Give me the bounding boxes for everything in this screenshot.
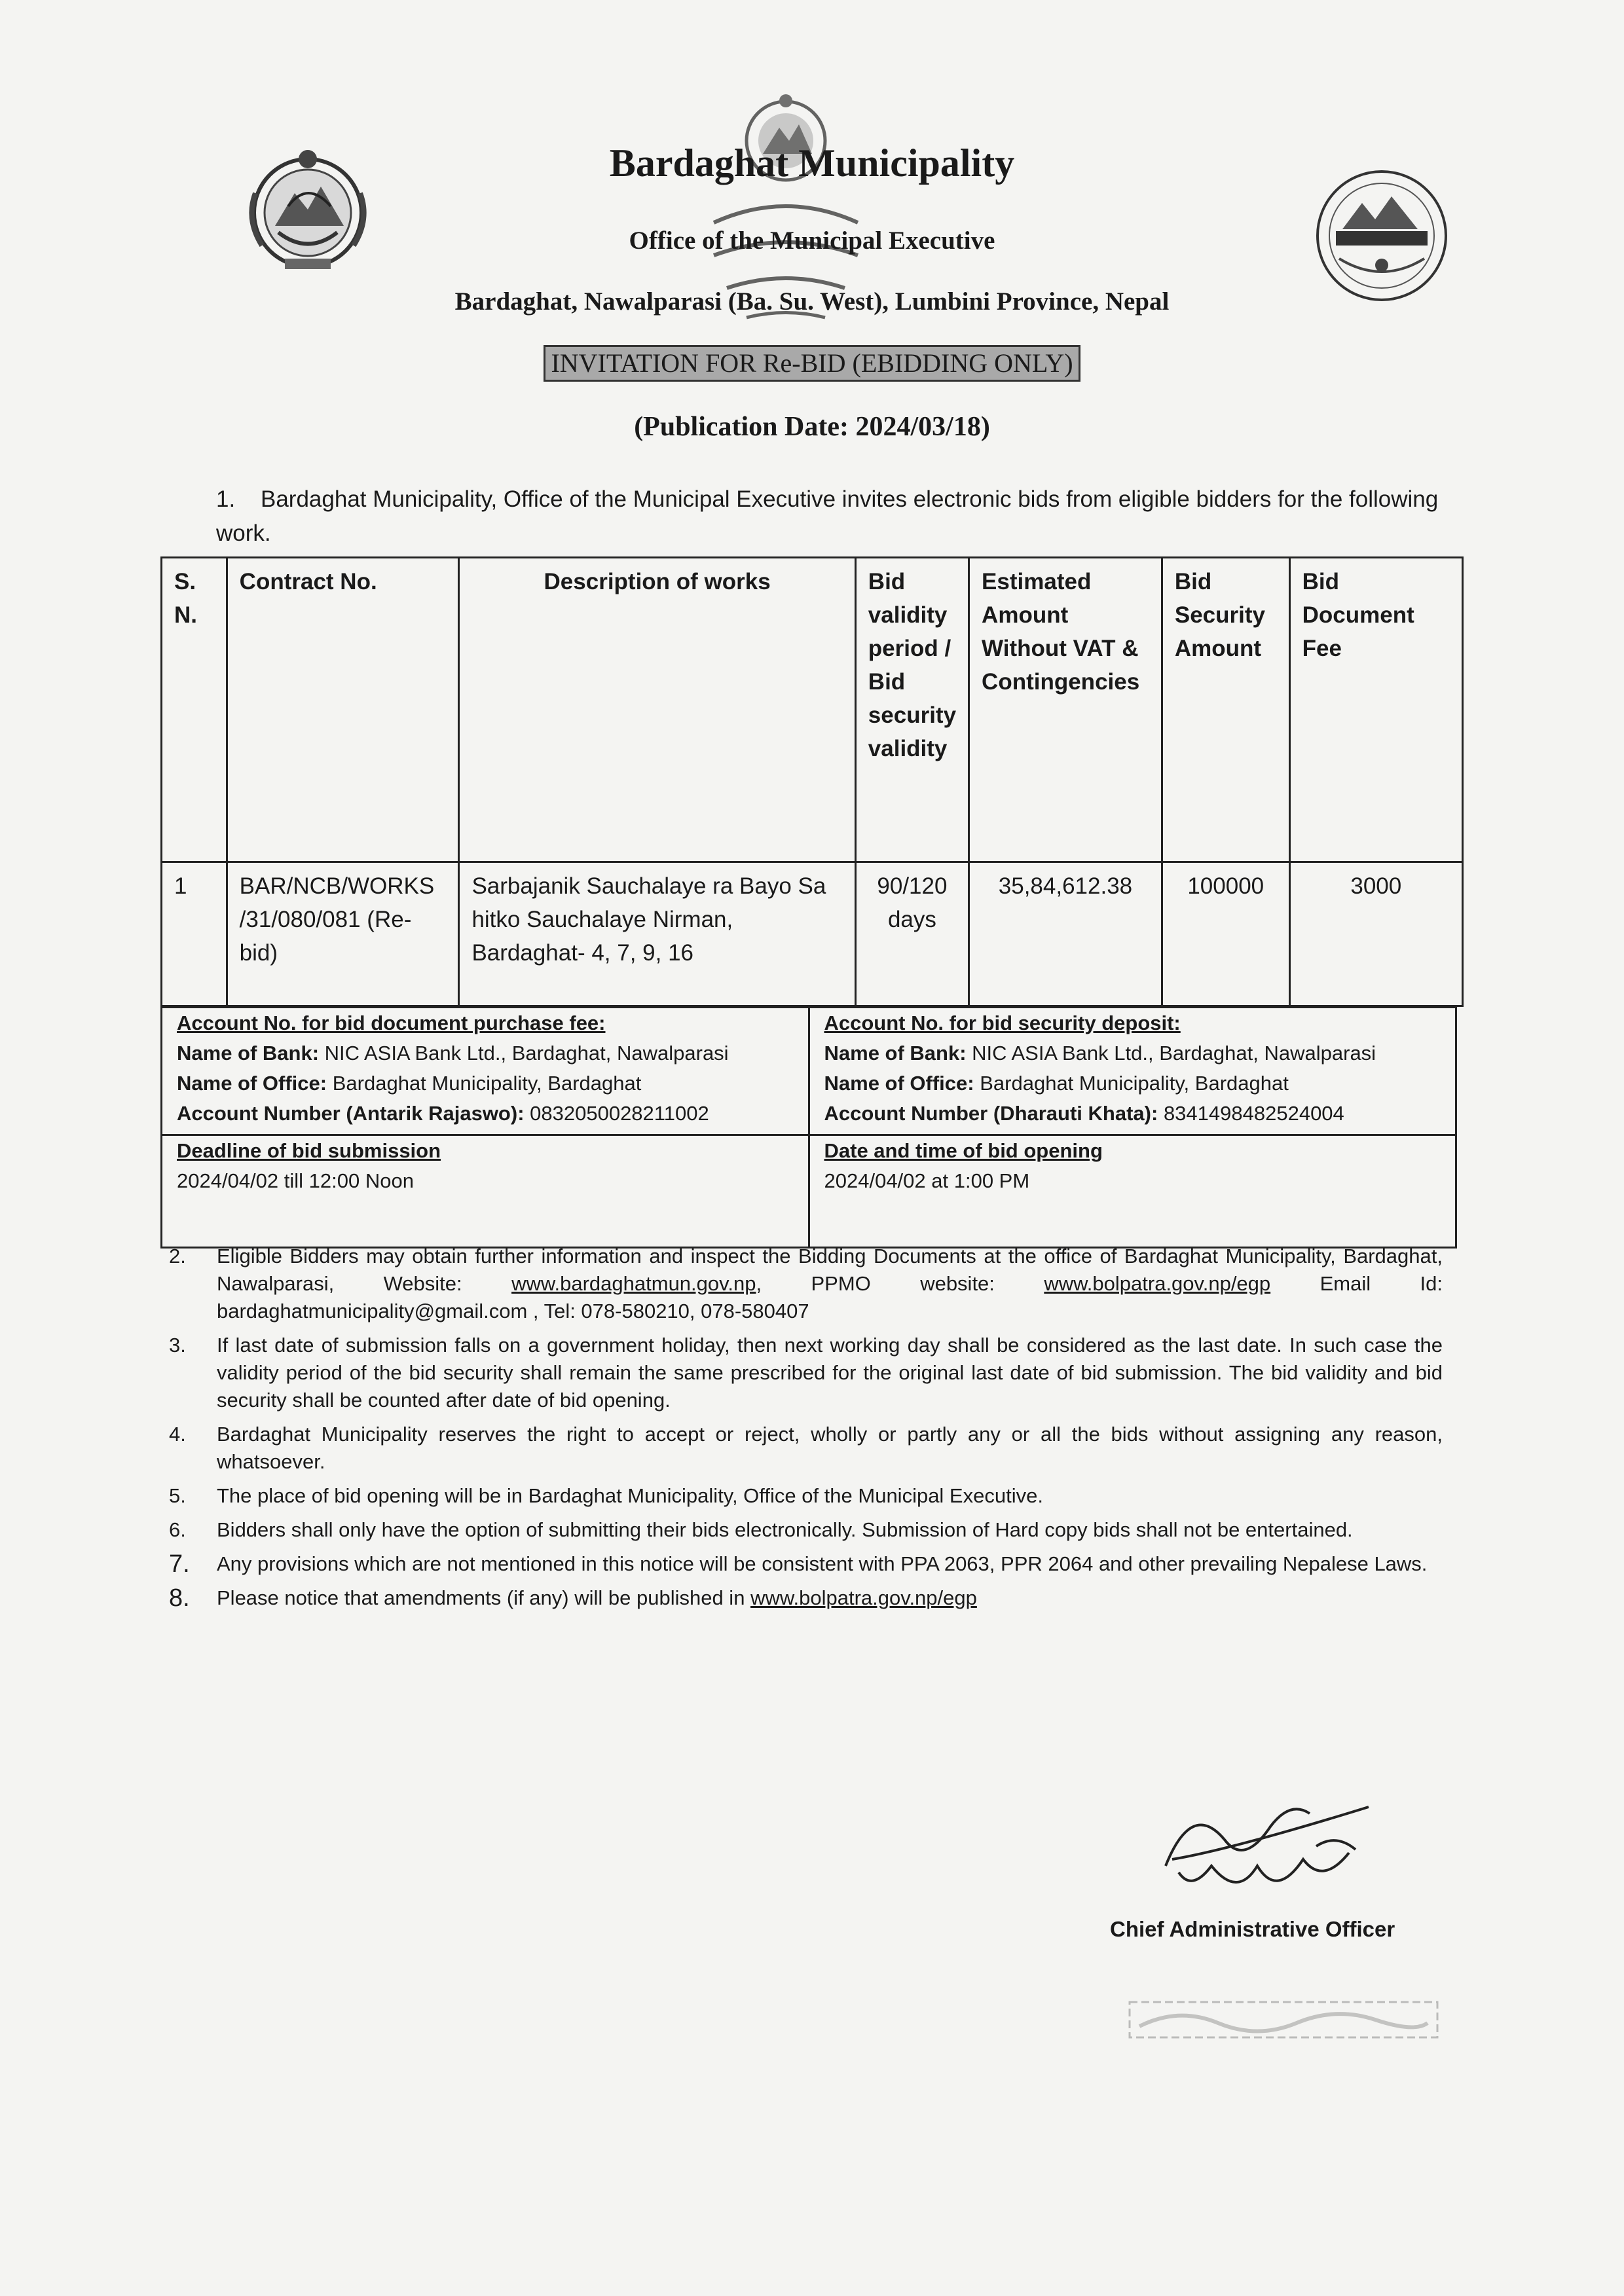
- cell-validity: 90/120 days: [855, 862, 969, 1006]
- office-address: Bardaghat, Nawalparasi (Ba. Su. West), Lumbini Province, Nepal: [454, 287, 1170, 316]
- cell-sn: 1: [162, 862, 227, 1006]
- item-text: [217, 1584, 1443, 1612]
- fee-account-value: 0832050028211002: [530, 1102, 709, 1125]
- deadline-heading: Deadline of bid submission: [177, 1139, 441, 1162]
- col-contract: Contract No.: [227, 558, 459, 862]
- item-number: 5.: [169, 1484, 186, 1507]
- cell-amount: 35,84,612.38: [969, 862, 1162, 1006]
- fee-office-line: [177, 1068, 794, 1099]
- item-text: Bardaghat Municipality reserves the right to accept or reject, wholly or partly any or all the bids without assigning any reason, whatsoever.: [217, 1423, 1443, 1473]
- list-item: [169, 1550, 1443, 1578]
- list-item: [169, 1584, 1443, 1612]
- works-table-header: [162, 558, 1463, 862]
- deadline-row: [162, 1135, 1456, 1248]
- signature-image: [1153, 1787, 1388, 1912]
- security-office-label: Name of Office:: [824, 1072, 974, 1095]
- security-bank-label: Name of Bank:: [824, 1042, 967, 1065]
- item-text: If last date of submission falls on a government holiday, then next working day shall be considered as the last date. In such case the validity period of the bid security shall remain the same prescribed for the original last date of bid submission. The bid validity and bid security shall be counted after date of bid opening.: [217, 1334, 1443, 1412]
- conditions-list: [169, 1243, 1443, 1618]
- office-name: Office of the Municipal Executive: [629, 227, 995, 255]
- item-number: 3.: [169, 1334, 186, 1357]
- item-number: 8.: [169, 1584, 190, 1612]
- item-text-part: Please notice that amendments (if any) will be published in: [217, 1586, 751, 1609]
- fee-office-value: Bardaghat Municipality, Bardaghat: [332, 1072, 642, 1095]
- account-row: [162, 1008, 1456, 1135]
- security-office-value: Bardaghat Municipality, Bardaghat: [980, 1072, 1289, 1095]
- list-item: [169, 1332, 1443, 1414]
- invitation-banner-wrap: [0, 345, 1624, 382]
- security-bank-value: NIC ASIA Bank Ltd., Bardaghat, Nawalparasi: [972, 1042, 1376, 1065]
- list-item: [169, 1482, 1443, 1510]
- security-account-heading: Account No. for bid security deposit:: [824, 1011, 1181, 1034]
- item-text-part: Eligible Bidders may obtain further information and inspect the Bidding Documents at the office of Bardaghat Municipality, Bardaghat, Nawalparasi, Website:: [217, 1245, 1443, 1295]
- item-text: Any provisions which are not mentioned in this notice will be consistent with PPA 2063, PPR 2064 and other prevailing Nepalese Laws.: [217, 1552, 1428, 1575]
- item-text-part: , PPMO website:: [756, 1272, 1044, 1295]
- invitation-banner: INVITATION FOR Re-BID (EBIDDING ONLY): [544, 345, 1080, 382]
- security-bank-line: [824, 1038, 1441, 1068]
- fee-bank-line: [177, 1038, 794, 1068]
- publication-date: (Publication Date: 2024/03/18): [634, 412, 990, 442]
- municipality-title: Bardaghat Municipality: [609, 141, 1015, 185]
- item-number: 2.: [169, 1245, 186, 1267]
- office-stamp: [1126, 1997, 1441, 2043]
- opening-heading: Date and time of bid opening: [824, 1139, 1103, 1162]
- ppmo-link[interactable]: www.bolpatra.gov.np/egp: [1044, 1272, 1271, 1295]
- col-fee: Bid Document Fee: [1289, 558, 1462, 862]
- cell-security: 100000: [1162, 862, 1289, 1006]
- list-item: [169, 1421, 1443, 1476]
- item-text-part: Email Id: bardaghatmunicipality@gmail.com , Tel: 078-580210, 078-580407: [217, 1272, 1443, 1322]
- fee-account-cell: [162, 1008, 809, 1135]
- item-text: Bidders shall only have the option of submitting their bids electronically. Submission of Hard copy bids shall not be entertained.: [217, 1518, 1353, 1541]
- cell-contract: BAR/NCB/WORKS /31/080/081 (Re-bid): [227, 862, 459, 1006]
- fee-office-label: Name of Office:: [177, 1072, 327, 1095]
- opening-value: 2024/04/02 at 1:00 PM: [824, 1169, 1030, 1192]
- fee-bank-value: NIC ASIA Bank Ltd., Bardaghat, Nawalparasi: [324, 1042, 729, 1065]
- opening-cell: [809, 1135, 1456, 1248]
- deadline-value: 2024/04/02 till 12:00 Noon: [177, 1169, 414, 1192]
- col-amount: Estimated Amount Without VAT & Contingencies: [969, 558, 1162, 862]
- col-validity: Bid validity period / Bid security validity: [855, 558, 969, 862]
- item-number: 4.: [169, 1423, 186, 1446]
- fee-account-label: Account Number (Antarik Rajaswo):: [177, 1102, 525, 1125]
- egp-link[interactable]: www.bolpatra.gov.np/egp: [750, 1586, 977, 1609]
- intro-number: 1.: [216, 486, 236, 512]
- account-table: [160, 1006, 1457, 1248]
- website-link[interactable]: www.bardaghatmun.gov.np: [511, 1272, 756, 1295]
- security-account-cell: [809, 1008, 1456, 1135]
- deadline-cell: [162, 1135, 809, 1248]
- item-number: 6.: [169, 1518, 186, 1541]
- intro-text: Bardaghat Municipality, Office of the Municipal Executive invites electronic bids from eligible bidders for the following work.: [216, 486, 1439, 546]
- col-sn: S. N.: [162, 558, 227, 862]
- table-row: [162, 862, 1463, 1006]
- col-security: Bid Security Amount: [1162, 558, 1289, 862]
- cell-fee: 3000: [1289, 862, 1462, 1006]
- fee-account-line: [177, 1099, 794, 1129]
- item-number: 7.: [169, 1550, 190, 1578]
- intro-paragraph: [216, 483, 1447, 551]
- security-account-value: 8341498482524004: [1163, 1102, 1344, 1125]
- list-item: [169, 1243, 1443, 1325]
- signatory-title: Chief Administrative Officer: [1110, 1917, 1395, 1941]
- security-office-line: [824, 1068, 1441, 1099]
- security-account-label: Account Number (Dharauti Khata):: [824, 1102, 1158, 1125]
- works-table: [160, 556, 1464, 1007]
- col-description: Description of works: [459, 558, 855, 862]
- item-text: [217, 1243, 1443, 1325]
- list-item: [169, 1516, 1443, 1544]
- cell-description: Sarbajanik Sauchalaye ra Bayo Sa hitko Sauchalaye Nirman, Bardaghat- 4, 7, 9, 16: [459, 862, 855, 1006]
- fee-bank-label: Name of Bank:: [177, 1042, 320, 1065]
- security-account-line: [824, 1099, 1441, 1129]
- item-text: The place of bid opening will be in Bardaghat Municipality, Office of the Municipal Executive.: [217, 1484, 1043, 1507]
- fee-account-heading: Account No. for bid document purchase fee:: [177, 1011, 606, 1034]
